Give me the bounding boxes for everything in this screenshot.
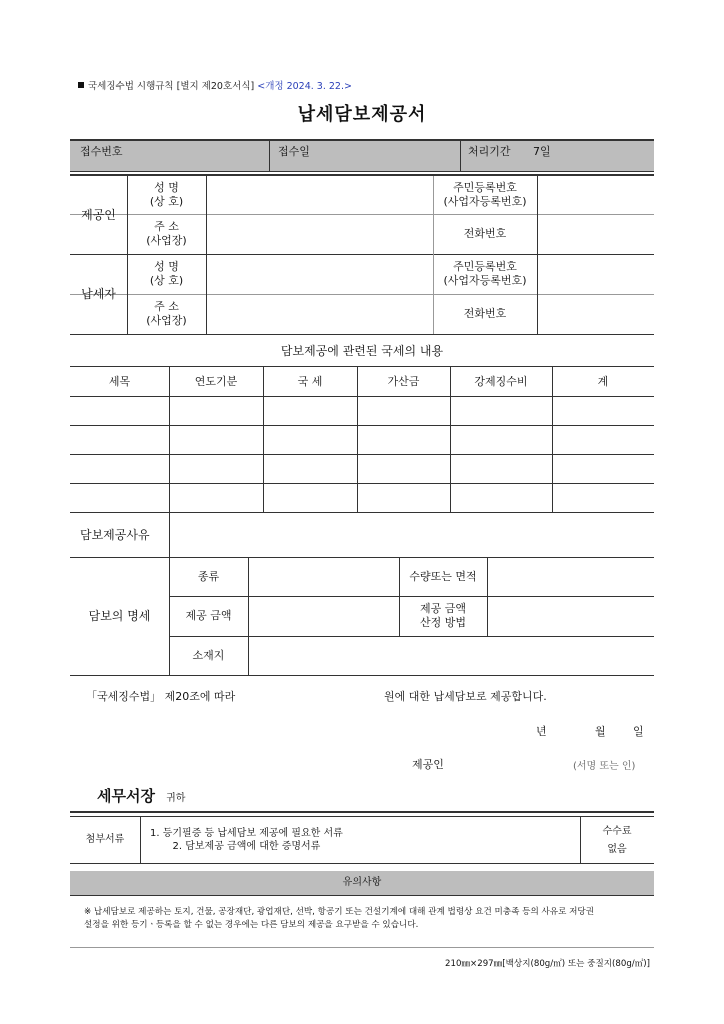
tax-office-label: 세무서장	[97, 787, 155, 805]
tax-table-caption: 담보제공에 관련된 국세의 내용	[280, 343, 444, 358]
taxpayer-section-label: 납세자	[81, 286, 116, 301]
tax-table-cell[interactable]	[358, 455, 449, 482]
form-header	[78, 78, 352, 92]
date-year-label: 년	[536, 725, 547, 738]
reason-field[interactable]	[171, 514, 654, 556]
date-month-label: 월	[595, 725, 606, 738]
provider-name-field[interactable]	[207, 177, 433, 214]
tax-col-header: 세목	[108, 374, 131, 388]
collateral-type-field[interactable]	[249, 558, 399, 596]
processing-period-label: 처리기간	[468, 145, 511, 159]
taxpayer-name-label: 성 명 (상 호)	[149, 260, 184, 287]
collateral-amount-label: 제공 금액	[185, 609, 232, 623]
tax-table-cell[interactable]	[170, 426, 262, 453]
tax-table-cell[interactable]	[553, 455, 653, 482]
tax-table-cell[interactable]	[170, 397, 262, 424]
collateral-method-field[interactable]	[488, 597, 654, 636]
taxpayer-id-field[interactable]	[538, 255, 654, 294]
receipt-date-label: 접수일	[278, 145, 310, 159]
tax-table-cell[interactable]	[170, 455, 262, 482]
provider-section-label: 제공인	[81, 207, 116, 222]
tax-table-cell[interactable]	[358, 397, 449, 424]
provider-id-label: 주민등록번호 (사업자등록번호)	[443, 181, 527, 208]
collateral-quantity-field[interactable]	[488, 558, 654, 596]
tax-col-header: 계	[597, 374, 609, 388]
collateral-type-label: 종류	[197, 569, 220, 583]
tax-table-cell[interactable]	[71, 484, 168, 511]
taxpayer-id-label: 주민등록번호 (사업자등록번호)	[443, 260, 527, 287]
paper-spec-footer: 210㎜×297㎜[백상지(80g/㎡) 또는 중질지(80g/㎡)]	[445, 959, 650, 969]
tax-col-header: 국 세	[297, 374, 323, 388]
statement-tail: 원에 대한 납세담보로 제공합니다.	[384, 690, 547, 703]
fee-value: 없음	[607, 843, 627, 855]
provider-phone-field[interactable]	[538, 215, 654, 254]
tax-table-cell[interactable]	[170, 484, 262, 511]
tax-table-cell[interactable]	[264, 397, 356, 424]
tax-table-cell[interactable]	[264, 484, 356, 511]
tax-table-cell[interactable]	[358, 484, 449, 511]
date-day-label: 일	[633, 725, 644, 738]
reason-label: 담보제공사유	[80, 527, 150, 542]
processing-days-value: 7일	[533, 145, 551, 159]
notice-heading: 유의사항	[342, 876, 382, 888]
tax-table-cell[interactable]	[451, 484, 551, 511]
regulation-label: 국세징수법 시행규칙 [별지 제20호서식]	[88, 81, 255, 92]
signature-hint: (서명 또는 인)	[573, 761, 636, 772]
revision-note: <개정 2024. 3. 22.>	[257, 81, 352, 92]
taxpayer-name-field[interactable]	[207, 255, 433, 294]
tax-col-header: 가산금	[387, 374, 420, 388]
tax-table-cell[interactable]	[71, 397, 168, 424]
fee-label: 수수료	[602, 826, 632, 838]
attachments-label: 첨부서류	[85, 833, 125, 845]
addressee	[97, 785, 185, 806]
collateral-section-label: 담보의 명세	[88, 608, 151, 623]
square-bullet-icon	[78, 82, 84, 88]
statement-law: 「국세징수법」 제20조에 따라	[86, 690, 236, 703]
tax-table-cell[interactable]	[451, 455, 551, 482]
provider-address-field[interactable]	[207, 215, 433, 254]
notice-text: ※ 납세담보로 제공하는 토지, 건물, 공장재단, 광업재단, 선박, 항공기 또는 건설기계에 대해 관계 법령상 요건 미충족 등의 사유로 저당권 설정을 위한 등기ㆍ등록을 할 수 없는 경우에는 다른 담보의 제공을 요구받을 수 있습니다.	[84, 907, 595, 931]
tax-table-cell[interactable]	[264, 426, 356, 453]
taxpayer-phone-label: 전화번호	[463, 307, 507, 321]
taxpayer-address-field[interactable]	[207, 295, 433, 334]
tax-col-header: 강제징수비	[474, 374, 528, 388]
collateral-location-label: 소재지	[192, 648, 225, 662]
tax-table-cell[interactable]	[358, 426, 449, 453]
collateral-method-label: 제공 금액 산정 방법	[419, 602, 466, 629]
tax-table-cell[interactable]	[553, 397, 653, 424]
addressee-suffix: 귀하	[166, 793, 186, 804]
amount-field[interactable]	[275, 684, 375, 704]
tax-table-cell[interactable]	[553, 484, 653, 511]
provider-address-label: 주 소 (사업장)	[146, 220, 187, 247]
collateral-quantity-label: 수량또는 면적	[409, 569, 477, 583]
tax-table-cell[interactable]	[553, 426, 653, 453]
collateral-location-field[interactable]	[249, 637, 654, 675]
tax-table-cell[interactable]	[71, 426, 168, 453]
provider-id-field[interactable]	[538, 177, 654, 214]
taxpayer-phone-field[interactable]	[538, 295, 654, 334]
tax-table-cell[interactable]	[71, 455, 168, 482]
receipt-number-label: 접수번호	[80, 145, 123, 159]
signature-label: 제공인	[412, 758, 444, 771]
tax-table-cell[interactable]	[451, 397, 551, 424]
taxpayer-address-label: 주 소 (사업장)	[146, 300, 187, 327]
tax-table-cell[interactable]	[264, 455, 356, 482]
tax-col-header: 연도기분	[194, 374, 238, 388]
tax-table-cell[interactable]	[451, 426, 551, 453]
provider-name-label: 성 명 (상 호)	[149, 181, 184, 208]
provider-phone-label: 전화번호	[463, 227, 507, 241]
page-title: 납세담보제공서	[297, 104, 427, 125]
attachments-items: 1. 등기필증 등 납세담보 제공에 필요한 서류 2. 담보제공 금액에 대한 증명서류	[150, 827, 343, 852]
collateral-amount-field[interactable]	[249, 597, 399, 636]
